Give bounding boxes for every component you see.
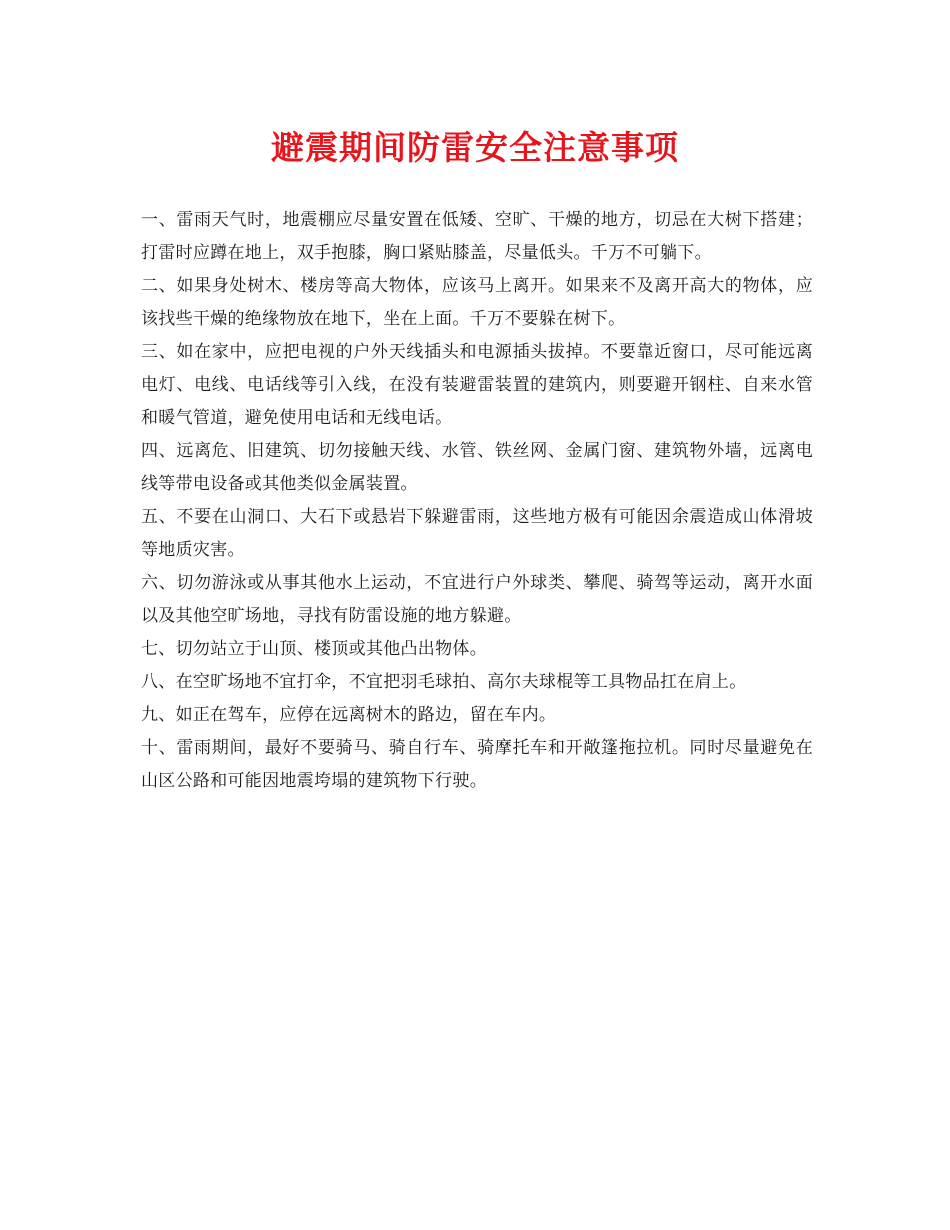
paragraph-8: 八、在空旷场地不宜打伞，不宜把羽毛球拍、高尔夫球棍等工具物品扛在肩上。	[141, 672, 747, 692]
paragraph-1: 一、雷雨天气时，地震棚应尽量安置在低矮、空旷、干燥的地方，切忌在大树下搭建；打雷时应蹲在地上，双手抱膝，胸口紧贴膝盖，尽量低头。千万不可躺下。	[141, 210, 813, 263]
paragraph-9: 九、如正在驾车，应停在远离树木的路边，留在车内。	[141, 705, 557, 725]
document-body	[141, 204, 813, 798]
paragraph-3: 三、如在家中，应把电视的户外天线插头和电源插头拔掉。不要靠近窗口，尽可能远离电灯、电线、电话线等引入线，在没有装避雷装置的建筑内，则要避开钢柱、自来水管和暖气管道，避免使用电话和无线电话。	[141, 342, 813, 428]
paragraph-2: 二、如果身处树木、楼房等高大物体，应该马上离开。如果来不及离开高大的物体，应该找些干燥的绝缘物放在地下，坐在上面。千万不要躲在树下。	[141, 276, 813, 329]
paragraph-10: 十、雷雨期间，最好不要骑马、骑自行车、骑摩托车和开敞篷拖拉机。同时尽量避免在山区公路和可能因地震垮塌的建筑物下行驶。	[141, 738, 813, 791]
paragraph-5: 五、不要在山洞口、大石下或悬岩下躲避雷雨，这些地方极有可能因余震造成山体滑坡等地质灾害。	[141, 507, 813, 560]
paragraph-4: 四、远离危、旧建筑、切勿接触天线、水管、铁丝网、金属门窗、建筑物外墙，远离电线等带电设备或其他类似金属装置。	[141, 441, 813, 494]
page-title: 避震期间防雷安全注意事项	[271, 128, 679, 167]
paragraph-7: 七、切勿站立于山顶、楼顶或其他凸出物体。	[141, 639, 487, 659]
paragraph-6: 六、切勿游泳或从事其他水上运动，不宜进行户外球类、攀爬、骑驾等运动，离开水面以及其他空旷场地，寻找有防雷设施的地方躲避。	[141, 573, 813, 626]
